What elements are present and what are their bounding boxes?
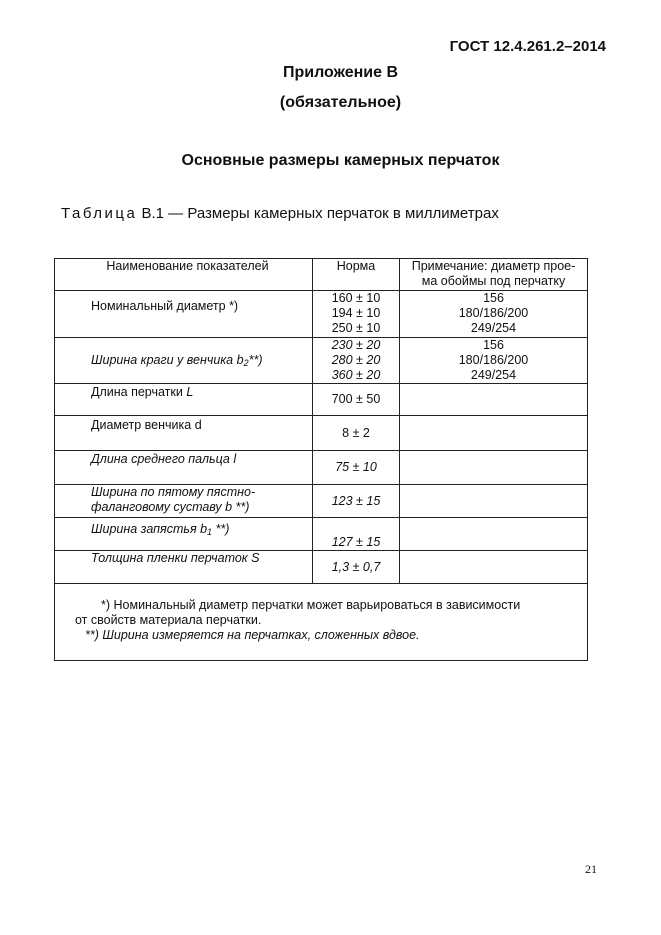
row-note-cell [400, 291, 588, 338]
row-note-cell [400, 518, 588, 551]
row-name-cell [55, 338, 313, 384]
norm-value: 160 ± 10 [331, 291, 381, 305]
row-norm-cell [313, 384, 400, 416]
footnote-line: **) Ширина измеряется на перчатках, сложенных вдвое. [85, 628, 420, 642]
row-norm-cell [313, 518, 400, 551]
norm-value: 75 ± 10 [335, 460, 377, 474]
table-footnote-row [55, 584, 588, 661]
norm-value: 1,3 ± 0,7 [331, 559, 381, 574]
footnote-cell [55, 584, 588, 661]
row-name [55, 518, 312, 540]
appendix-status: (обязательное) [279, 94, 402, 111]
table-row [55, 416, 588, 451]
table-header-row [55, 259, 588, 291]
row-name-cell [55, 551, 313, 584]
row-norm-cell [313, 338, 400, 384]
header-cell-name: Наименование показателей [55, 259, 313, 291]
header-cell-norm: Норма [313, 259, 400, 291]
norm-value: 8 ± 2 [342, 425, 370, 440]
row-name [55, 338, 312, 371]
row-name: Номинальный диаметр *) [91, 299, 239, 313]
row-note-cell [400, 551, 588, 584]
row-name-subscript: 2 [243, 358, 249, 368]
note-value: 180/186/200 [458, 353, 529, 367]
norm-value: 280 ± 20 [331, 353, 381, 367]
norm-value: 360 ± 20 [331, 368, 381, 382]
page-number: 21 [585, 862, 597, 876]
row-name-cell [55, 384, 313, 416]
note-value: 249/254 [470, 321, 517, 335]
note-value: 156 [483, 291, 504, 305]
row-name-cell [55, 416, 313, 451]
document-code: ГОСТ 12.4.261.2–2014 [449, 38, 606, 55]
row-norm-cell [313, 291, 400, 338]
row-name-text: Длина перчатки [91, 385, 187, 399]
norm-value: 127 ± 15 [331, 535, 381, 549]
row-name-cell [55, 291, 313, 338]
footnote-line: от свойств материала перчатки. [75, 613, 262, 627]
row-norm-cell [313, 451, 400, 485]
row-name-text: Ширина запястья b [91, 522, 208, 536]
norm-value: 194 ± 10 [331, 306, 381, 320]
note-value: 156 [483, 338, 504, 352]
row-name: Толщина пленки перчаток S [91, 551, 260, 565]
row-note-cell [400, 485, 588, 518]
row-note-cell [400, 384, 588, 416]
table-caption-text: В.1 — Размеры камерных перчаток в миллиметрах [137, 205, 499, 222]
row-name-suffix: **) [212, 522, 230, 536]
row-name-subscript: 1 [207, 527, 213, 537]
table-row [55, 384, 588, 416]
norm-value: 230 ± 20 [331, 338, 381, 352]
note-value: 249/254 [470, 368, 517, 382]
table-row [55, 518, 588, 551]
header-cell-note [400, 259, 588, 291]
row-name: Диаметр венчика d [91, 418, 202, 432]
header-note-line: Примечание: диаметр прое- [411, 259, 576, 273]
row-name [55, 384, 312, 400]
row-name-cell [55, 485, 313, 518]
norm-value: 250 ± 10 [331, 321, 381, 335]
norm-value: 700 ± 50 [331, 392, 381, 406]
footnote-line: *) Номинальный диаметр перчатки может варьироваться в зависимости [101, 598, 521, 612]
table-footnotes [55, 584, 587, 643]
table-row [55, 291, 588, 338]
table-caption [61, 205, 499, 222]
table-caption-label: Таблица [61, 205, 138, 222]
row-name-text: Ширина краги у венчика b [91, 353, 244, 367]
row-norm-cell [313, 551, 400, 584]
norm-value: 123 ± 15 [331, 493, 381, 508]
table-row [55, 551, 588, 584]
row-name: Ширина по пятому пястно-фаланговому суставу b **) [91, 485, 256, 514]
table-row [55, 338, 588, 384]
row-note-cell [400, 338, 588, 384]
row-name: Длина среднего пальца l [91, 452, 237, 466]
note-value: 180/186/200 [458, 306, 529, 320]
row-name-variable: L [186, 385, 194, 399]
table-row [55, 485, 588, 518]
row-name-cell [55, 451, 313, 485]
row-note-cell [400, 451, 588, 485]
row-name-cell [55, 518, 313, 551]
row-norm-cell [313, 416, 400, 451]
section-title: Основные размеры камерных перчаток [181, 152, 500, 169]
dimensions-table [54, 258, 588, 661]
row-norm-cell [313, 485, 400, 518]
table-row [55, 451, 588, 485]
row-note-cell [400, 416, 588, 451]
row-name-suffix: **) [248, 353, 263, 367]
header-note-line: ма обоймы под перчатку [421, 274, 566, 288]
appendix-title: Приложение В [282, 64, 399, 81]
